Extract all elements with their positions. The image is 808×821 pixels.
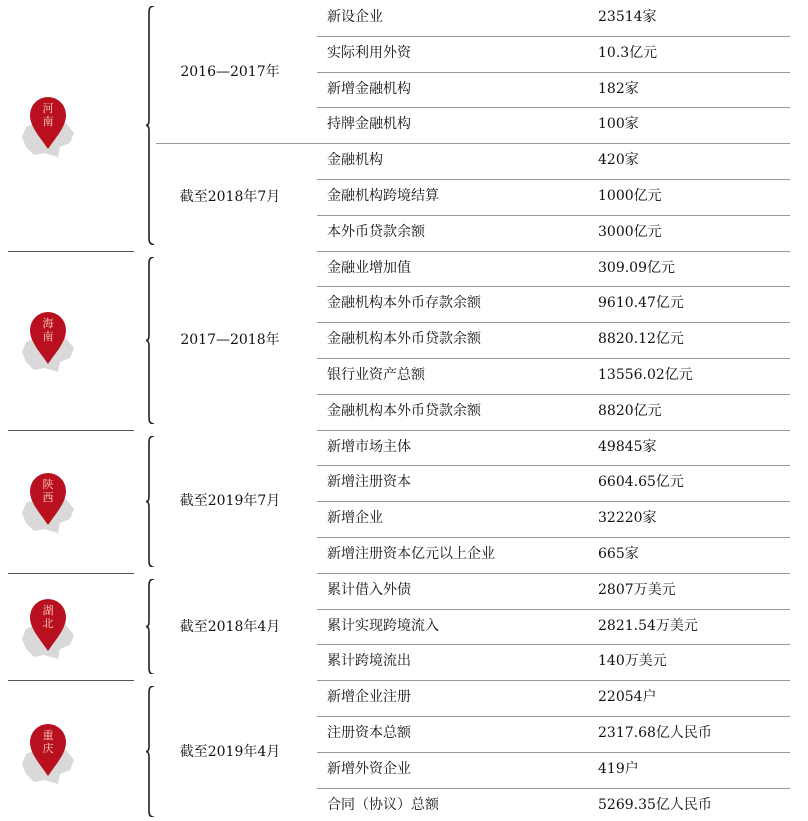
section-bracket bbox=[146, 686, 156, 821]
row-divider bbox=[317, 752, 790, 753]
location-pin-icon bbox=[28, 597, 68, 653]
period-label: 2016—2017年 bbox=[180, 63, 280, 80]
province-name-char: 重 bbox=[42, 728, 54, 742]
row-value: 32220家 bbox=[598, 510, 657, 527]
row-divider bbox=[317, 680, 790, 681]
province-name-char: 庆 bbox=[42, 741, 54, 755]
row-label: 金融机构本外币贷款余额 bbox=[327, 331, 481, 348]
row-label: 累计借入外债 bbox=[327, 581, 411, 598]
location-pin-icon bbox=[28, 471, 68, 527]
row-label: 新增市场主体 bbox=[327, 438, 411, 455]
row-label: 金融机构本外币存款余额 bbox=[327, 295, 481, 312]
row-divider bbox=[317, 573, 790, 574]
row-value: 182家 bbox=[598, 80, 639, 97]
row-label: 金融业增加值 bbox=[327, 259, 411, 276]
province-name-char: 湖 bbox=[42, 603, 54, 617]
section-divider bbox=[8, 573, 134, 574]
row-label: 新增企业注册 bbox=[327, 689, 411, 706]
row-value: 3000亿元 bbox=[598, 223, 662, 240]
row-label: 金融机构跨境结算 bbox=[327, 188, 439, 204]
province-name-char: 陕 bbox=[42, 478, 54, 492]
row-value: 9610.47亿元 bbox=[598, 295, 684, 312]
row-value: 2807万美元 bbox=[598, 581, 676, 598]
row-value: 665家 bbox=[598, 546, 639, 562]
row-value: 22054户 bbox=[598, 689, 657, 706]
row-label: 累计跨境流出 bbox=[327, 653, 411, 670]
province-name-char: 南 bbox=[42, 115, 54, 129]
row-label: 新增注册资本亿元以上企业 bbox=[327, 546, 495, 562]
province-name-char: 南 bbox=[42, 330, 54, 344]
row-divider bbox=[317, 716, 790, 717]
row-value: 8820.12亿元 bbox=[598, 331, 684, 348]
row-label: 持牌金融机构 bbox=[327, 116, 411, 133]
row-divider bbox=[317, 251, 790, 252]
row-divider bbox=[317, 609, 790, 610]
section-divider bbox=[8, 680, 134, 681]
row-value: 8820亿元 bbox=[598, 402, 662, 419]
row-label: 金融机构 bbox=[327, 152, 383, 169]
row-label: 新增注册资本 bbox=[327, 474, 411, 491]
row-divider bbox=[317, 72, 790, 73]
row-divider bbox=[317, 179, 790, 180]
row-divider bbox=[317, 501, 790, 502]
section-bracket bbox=[146, 436, 156, 571]
row-label: 实际利用外资 bbox=[327, 44, 411, 61]
row-divider bbox=[317, 358, 790, 359]
province-name-char: 西 bbox=[42, 491, 54, 505]
row-label: 新增企业 bbox=[327, 510, 383, 527]
province-name-char: 河 bbox=[42, 102, 54, 116]
row-value: 13556.02亿元 bbox=[598, 367, 693, 383]
row-label: 新增金融机构 bbox=[327, 80, 411, 97]
row-divider bbox=[317, 430, 790, 431]
row-divider bbox=[317, 537, 790, 538]
row-divider bbox=[317, 788, 790, 789]
period-label: 截至2019年7月 bbox=[179, 493, 281, 510]
row-divider bbox=[317, 36, 790, 37]
row-divider bbox=[317, 322, 790, 323]
period-label: 截至2018年4月 bbox=[179, 618, 281, 635]
row-label: 合同（协议）总额 bbox=[327, 796, 439, 813]
row-label: 银行业资产总额 bbox=[327, 367, 425, 383]
period-label: 2017—2018年 bbox=[180, 332, 280, 349]
row-value: 2317.68亿人民币 bbox=[598, 725, 712, 741]
row-label: 新增外资企业 bbox=[327, 760, 411, 777]
row-label: 新设企业 bbox=[327, 9, 383, 25]
row-value: 2821.54万美元 bbox=[598, 617, 698, 634]
row-divider bbox=[317, 143, 790, 144]
row-value: 23514家 bbox=[598, 9, 657, 25]
row-divider bbox=[317, 465, 790, 466]
location-pin-icon bbox=[28, 310, 68, 366]
row-divider bbox=[317, 215, 790, 216]
row-value: 420家 bbox=[598, 152, 639, 169]
period-label: 截至2018年7月 bbox=[179, 188, 281, 205]
section-bracket bbox=[146, 579, 156, 678]
location-pin-icon bbox=[28, 722, 68, 778]
row-divider bbox=[317, 394, 790, 395]
section-divider bbox=[8, 430, 134, 431]
row-value: 5269.35亿人民币 bbox=[598, 796, 712, 813]
row-label: 本外币贷款余额 bbox=[327, 223, 425, 240]
province-name-char: 北 bbox=[42, 616, 54, 630]
row-value: 100家 bbox=[598, 116, 639, 133]
row-value: 1000亿元 bbox=[598, 188, 662, 204]
location-pin-icon bbox=[28, 95, 68, 151]
group-divider bbox=[156, 143, 317, 144]
section-bracket bbox=[146, 6, 156, 249]
row-value: 49845家 bbox=[598, 438, 657, 455]
row-value: 140万美元 bbox=[598, 653, 667, 670]
row-divider bbox=[317, 644, 790, 645]
row-label: 注册资本总额 bbox=[327, 725, 411, 741]
section-divider bbox=[8, 251, 134, 252]
row-label: 金融机构本外币贷款余额 bbox=[327, 402, 481, 419]
row-divider bbox=[317, 286, 790, 287]
period-label: 截至2019年4月 bbox=[179, 743, 281, 760]
row-label: 累计实现跨境流入 bbox=[327, 617, 439, 634]
province-name-char: 海 bbox=[42, 317, 54, 331]
section-bracket bbox=[146, 257, 156, 428]
row-value: 309.09亿元 bbox=[598, 259, 675, 276]
row-divider bbox=[317, 107, 790, 108]
row-value: 6604.65亿元 bbox=[598, 474, 684, 491]
row-value: 10.3亿元 bbox=[598, 44, 658, 61]
row-value: 419户 bbox=[598, 760, 639, 777]
